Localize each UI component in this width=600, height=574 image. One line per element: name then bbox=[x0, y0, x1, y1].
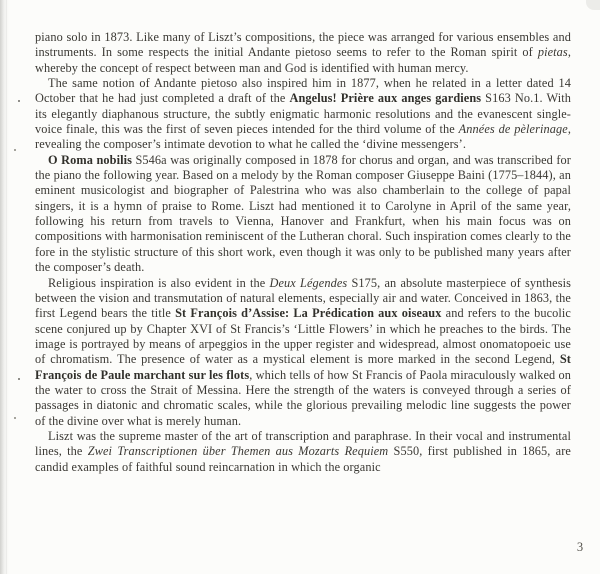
text-run: S546a was originally composed in 1878 for chorus and organ, and was transcribed for the piano the following year. Based on a melody by the Roman composer Giuseppe Baini (1775–1844), an eminent musicologist and biographer of Palestrina who was also chamberlain to the college of papal singers, it is a hymn of praise to Rome. Liszt had mentioned it to Carolyne in April of the same year, following his return from travels to Vienna, Hanover and Frankfurt, when his main focus was on compositions with harmonisation reminiscent of the Lutheran choral. Such inspiration comes clearly to the fore in the stylistic structure of this short work, even though it was only to be published many years after the composer’s death. bbox=[35, 152, 571, 275]
page-left-edge-shadow bbox=[0, 0, 9, 574]
text-run: O Roma nobilis bbox=[48, 152, 133, 167]
page-text bbox=[35, 30, 571, 475]
text-run: St François d’Assise: La Prédication aux oiseaux bbox=[175, 306, 442, 321]
scan-speck bbox=[14, 149, 16, 151]
scan-speck bbox=[14, 417, 16, 419]
text-run: , revealing the composer’s intimate devotion to what he called the ‘divine messengers’. bbox=[35, 122, 571, 152]
scan-speck bbox=[18, 378, 20, 380]
page-crease-line bbox=[6, 0, 7, 574]
page-number: 3 bbox=[576, 540, 584, 554]
text-run: Liszt was the supreme master of the art of transcription and paraphrase. In their vocal and instrumental lines, the bbox=[35, 428, 571, 459]
paragraph bbox=[35, 30, 571, 76]
paragraph bbox=[35, 429, 571, 475]
text-run: S550, first published in 1865, are candid examples of faithful sound reincarnation in which the organic bbox=[35, 444, 571, 474]
text-run: , whereby the concept of respect between man and God is identified with human mercy. bbox=[35, 45, 571, 75]
text-run: , which tells of how St Francis of Paola miraculously walked on the water to cross the Strait of Messina. Here the strength of the waters is conveyed through a series of passages in diatonic and chromatic scales, while the glorious prevailing melodic line suggests the power of the divine over what is merely human. bbox=[35, 367, 572, 428]
text-run: pietas bbox=[537, 45, 568, 60]
text-run: Années de pèlerinage bbox=[458, 122, 568, 137]
text-run: Religious inspiration is also evident in the bbox=[48, 275, 270, 290]
text-run: S163 No.1. With its elegantly diaphanous structure, the subtly enigmatic harmonic resolutions and the evanescent single-voice finale, this was the first of seven pieces intended for the third volume of the bbox=[35, 91, 571, 137]
text-run: S175, an absolute masterpiece of synthesis between the vision and transmutation of natural elements, especially air and water. Conceived in 1863, the first Legend bears the title bbox=[35, 275, 571, 321]
page-top-right-shadow bbox=[586, 0, 600, 10]
text-run: St François de Paule marchant sur les flots bbox=[35, 352, 571, 382]
text-run: Angelus! Prière aux anges gardiens bbox=[289, 91, 482, 106]
scan-speck bbox=[18, 100, 20, 102]
text-run: Deux Légendes bbox=[269, 275, 348, 290]
paragraph bbox=[35, 153, 571, 276]
paragraph bbox=[35, 76, 571, 153]
paragraph bbox=[35, 276, 571, 429]
text-run: The same notion of Andante pietoso also inspired him in 1877, when he related in a letter dated 14 October that he had just completed a draft of the bbox=[35, 76, 571, 106]
text-run: piano solo in 1873. Like many of Liszt’s compositions, the piece was arranged for various ensembles and instruments. In some respects the initial Andante pietoso seems to refer to the Roman spirit of bbox=[35, 30, 571, 60]
text-run: and refers to the bucolic scene conjured up by Chapter XVI of St Francis’s ‘Little Flowers’ in which he preaches to the birds. The image is portrayed by means of arpeggios in the upper register and widespread, almost onomatopoeic use of chromatism. The presence of water as a mystical element is more marked in the second Legend, bbox=[35, 306, 571, 367]
text-run: Zwei Transcriptionen über Themen aus Mozarts Requiem bbox=[87, 444, 389, 459]
